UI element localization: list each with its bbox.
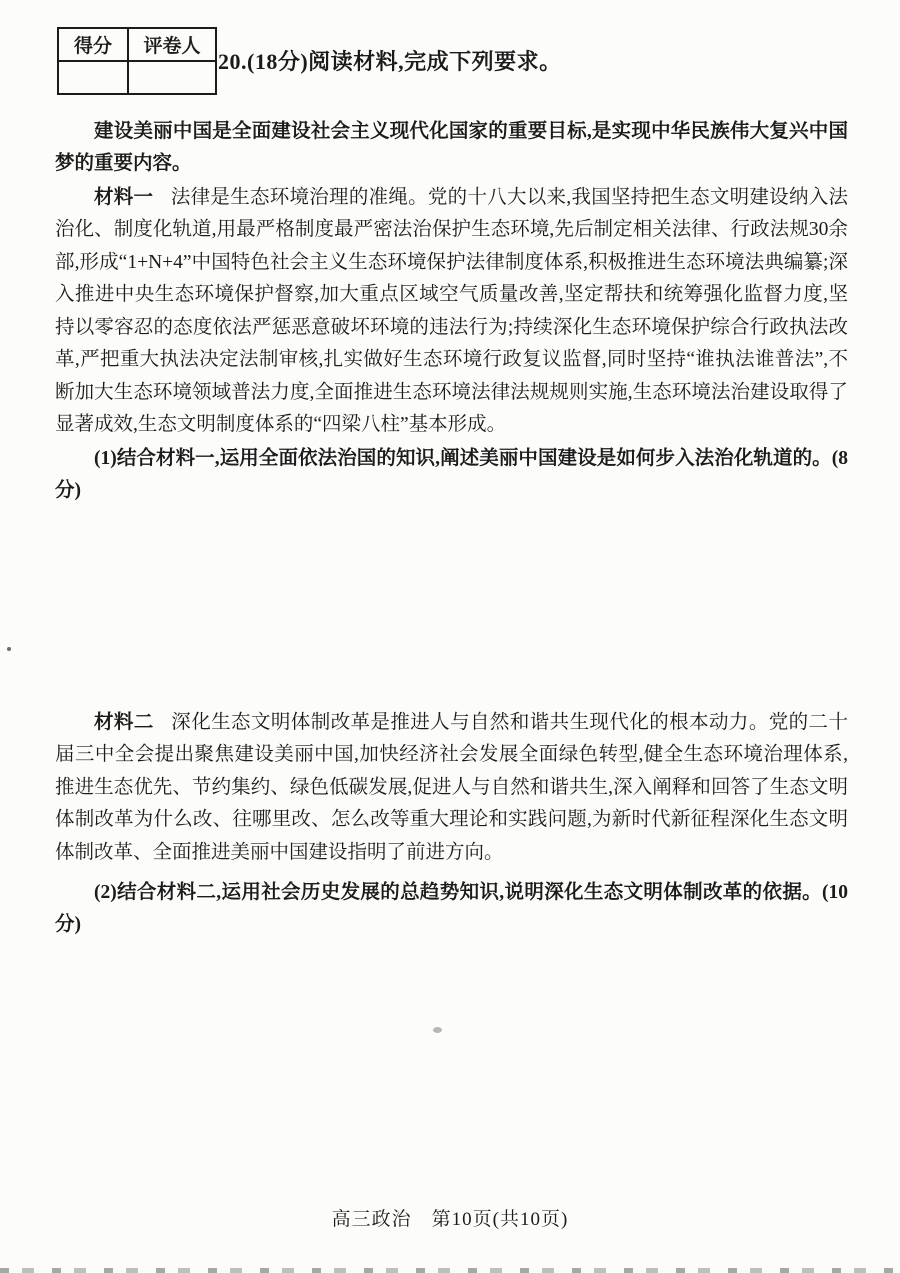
- score-table-cell-score: [58, 61, 128, 94]
- score-table-cell-grader: [128, 61, 216, 94]
- material-1-text: 法律是生态环境治理的准绳。党的十八大以来,我国坚持把生态文明建设纳入法治化、制度化轨道,用最严格制度最严密法治保护生态环境,先后制定相关法律、行政法规30余部,形成“1+N+4”中国特色社会主义生态环境保护法律制度体系,积极推进生态环境法典编纂;深入推进中央生态环境保护督察,加大重点区域空气质量改善,坚定帮扶和统筹强化监督力度,坚持以零容忍的态度依法严惩恶意破坏环境的违法行为;持续深化生态环境保护综合行政执法改革,严把重大执法决定法制审核,扎实做好生态环境行政复议监督,同时坚持“谁执法谁普法”,不断加大生态环境领域普法力度,全面推进生态环境法律法规规则实施,生态环境法治建设取得了显著成效,生态文明制度体系的“四梁八柱”基本形成。: [55, 186, 848, 435]
- score-table-header-score: 得分: [58, 28, 128, 61]
- question-2: (2)结合材料二,运用社会历史发展的总趋势知识,说明深化生态文明体制改革的依据。(10分): [55, 881, 848, 935]
- material-1-paragraph: [55, 182, 848, 442]
- question-20-header: 20.(18分)阅读材料,完成下列要求。: [218, 49, 562, 74]
- material-2-text: 深化生态文明体制改革是推进人与自然和谐共生现代化的根本动力。党的二十届三中全会提出聚焦建设美丽中国,加快经济社会发展全面绿色转型,健全生态环境治理体系,推进生态优先、节约集约、绿色低碳发展,促进人与自然和谐共生,深入阐释和回答了生态文明体制改革为什么改、往哪里改、怎么改等重大理论和实践问题,为新时代新征程深化生态文明体制改革、全面推进美丽中国建设指明了前进方向。: [55, 711, 848, 863]
- scan-speck: [433, 1027, 442, 1033]
- score-table-header-grader: 评卷人: [128, 28, 216, 61]
- scan-speck: [7, 647, 11, 651]
- scan-edge-artifact: [0, 1268, 900, 1273]
- score-table: [57, 27, 217, 95]
- intro-paragraph: 建设美丽中国是全面建设社会主义现代化国家的重要目标,是实现中华民族伟大复兴中国梦的重要内容。: [55, 120, 848, 174]
- page-footer: 高三政治 第10页(共10页): [331, 1209, 569, 1230]
- question-1: (1)结合材料一,运用全面依法治国的知识,阐述美丽中国建设是如何步入法治化轨道的。(8分): [55, 447, 848, 501]
- material-2-label: 材料二: [94, 711, 154, 733]
- material-2-paragraph: [55, 707, 848, 870]
- material-1-label: 材料一: [94, 186, 154, 208]
